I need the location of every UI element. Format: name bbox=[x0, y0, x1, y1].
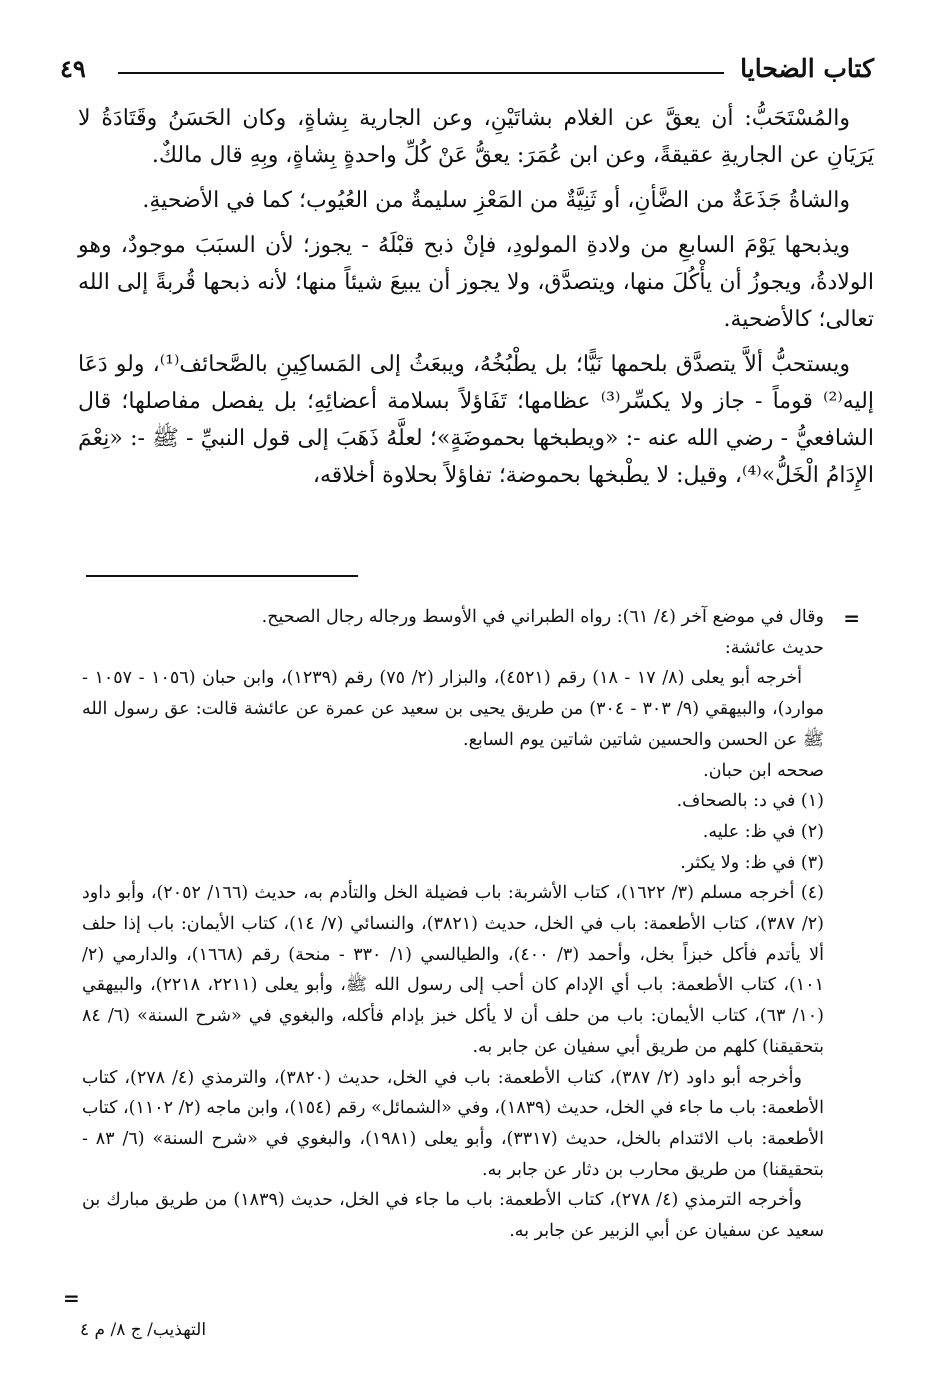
footnote-3: (٣) في ظ: ولا يكثر. bbox=[680, 852, 824, 873]
continuation-mark: = bbox=[843, 606, 860, 630]
footnote-1: (١) في د: بالصحاف. bbox=[676, 791, 824, 812]
header-rule bbox=[118, 72, 724, 74]
chapter-title: كتاب الضحايا bbox=[740, 54, 874, 83]
main-text bbox=[78, 100, 874, 502]
footnote-line: وقال في موضع آخر (٤/ ٦١): رواه الطبراني في الأوسط ورجاله رجال الصحيح. bbox=[261, 607, 824, 627]
footnote-paragraph: أخرجه أبو يعلى (٨/ ١٧ - ١٨) رقم (٤٥٢١)، والبزار (٢/ ٧٥) رقم (١٢٣٩)، وابن حبان (١٠٥٦ - ١٠٥٧ - موارد)، والبيهقي (٩/ ٣٠٣ - ٣٠٤) من طريق يحيى بن سعيد عن عمرة عن عائشة قالت: عق رسول الله ﷺ عن الحسن والحسين شاتين شاتين يوم السابع. bbox=[82, 668, 825, 750]
footnote-4: (٤) أخرجه مسلم (٣/ ١٦٢٢)، كتاب الأشربة: باب فضيلة الخل والتأدم به، حديث (١٦٦/ ٢٠٥٢)، وأبو داود (٢/ ٣٨٧)، كتاب الأطعمة: باب في الخل، حديث (٣٨٢١)، والنسائي (٧/ ١٤)، كتاب الأيمان: باب إذا حلف ألا يأتدم فأكل خبزاً بخل، وأحمد (٣/ ٤٠٠)، والطيالسي (١/ ٣٣٠ - منحة) رقم (١٦٦٨)، والدارمي (٢/ ١٠١)، كتاب الأطعمة: باب أي الإدام كان أحب إلى رسول الله ﷺ، وأبو يعلى (٢٢١١، ٢٢١٨)، والبيهقي (١٠/ ٦٣)، كتاب الأيمان: باب من حلف أن لا يأكل خبز بإدام فأكله، والبغوي في «شرح السنة» (٦/ ٨٤ بتحقيقنا) كلهم من طريق أبي سفيان عن جابر به. bbox=[82, 883, 824, 1057]
paragraph: والمُسْتَحَبُّ: أن يعقَّ عن الغلام بشاتَيْنِ، وعن الجارية بِشاةٍ، وكان الحَسَنُ وقَتَادَةُ لا يَرَيَانِ عن الجاريةِ عقيقةً، وعن ابن عُمَرَ: يعقُّ عَنْ كُلِّ واحدةٍ بِشاةٍ، وبِهِ قال مالكٌ. bbox=[78, 106, 874, 168]
footnote-line: صححه ابن حبان. bbox=[703, 760, 824, 781]
page-footer: التهذيب/ ج ٨/ م ٤ bbox=[80, 1320, 207, 1340]
paragraph: ويستحبُّ ألاَّ يتصدَّق بلحمها نَيًّا؛ بل يطْبُخُهُ، ويبعَثُ إلى المَساكِينِ بالصَّحائف⁽¹⁾، ولو دَعَا إليه⁽²⁾ قوماً - جاز ولا يكسِّر⁽³⁾ عظامها؛ تَفَاؤلاً بسلامة أعضائِهِ؛ بل يفصل مفاصلها؛ قال الشافعيُّ - رضي الله عنه -: «ويطبخها بحموضَةٍ»؛ لعلَّهُ ذَهَبَ إلى قول النبيِّ - ﷺ -: «نِعْمَ الإِدَامُ الْخَلُّ»⁽⁴⁾، وقيل: لا يطْبخها بحموضة؛ تفاؤلاً بحلاوة أخلاقه، bbox=[78, 352, 874, 488]
footnote-2: (٢) في ظ: عليه. bbox=[702, 821, 824, 842]
continuation-mark-bottom: = bbox=[63, 1286, 80, 1310]
running-header bbox=[60, 52, 874, 88]
paragraph: والشاةُ جَذَعَةٌ من الضَّأنِ، أو ثَنِيَّةٌ من المَعْزِ سليمةٌ من العُيُوب؛ كما في الأضحيةِ. bbox=[142, 188, 850, 213]
footnotes bbox=[82, 602, 824, 1247]
footnote-line: حديث عائشة: bbox=[724, 637, 824, 658]
page-number: ٤٩ bbox=[60, 54, 86, 83]
footnote-paragraph: وأخرجه أبو داود (٢/ ٣٨٧)، كتاب الأطعمة: باب في الخل، حديث (٣٨٢٠)، والترمذي (٤/ ٢٧٨)، كتاب الأطعمة: باب ما جاء في الخل، حديث (١٨٣٩)، وفي «الشمائل» رقم (١٥٤)، وابن ماجه (٢/ ١١٠٢)، كتاب الأطعمة: باب الائتدام بالخل، حديث (٣٣١٧)، وأبو يعلى (١٩٨١)، والبغوي في «شرح السنة» (٦/ ٨٣ - بتحقيقنا) من طريق محارب بن دثار عن جابر به. bbox=[82, 1067, 824, 1180]
paragraph: ويذبحها يَوْمَ السابعِ من ولادةِ المولودِ، فإنْ ذبح قبْلَهُ - يجوز؛ لأن السبَبَ موجودٌ، وهو الولادةُ، ويجوزُ أن يأْكُلَ منها، ويتصدَّق، ولا يجوز أن يبيعَ شيئاً منها؛ لأنه ذبحها قُربةً إلى الله تعالى؛ كالأضحية. bbox=[78, 233, 874, 332]
footnote-paragraph: وأخرجه الترمذي (٤/ ٢٧٨)، كتاب الأطعمة: باب ما جاء في الخل، حديث (١٨٣٩) من طريق مبارك بن سعيد عن سفيان عن أبي الزبير عن جابر به. bbox=[82, 1190, 824, 1242]
footnote-separator bbox=[86, 575, 358, 577]
